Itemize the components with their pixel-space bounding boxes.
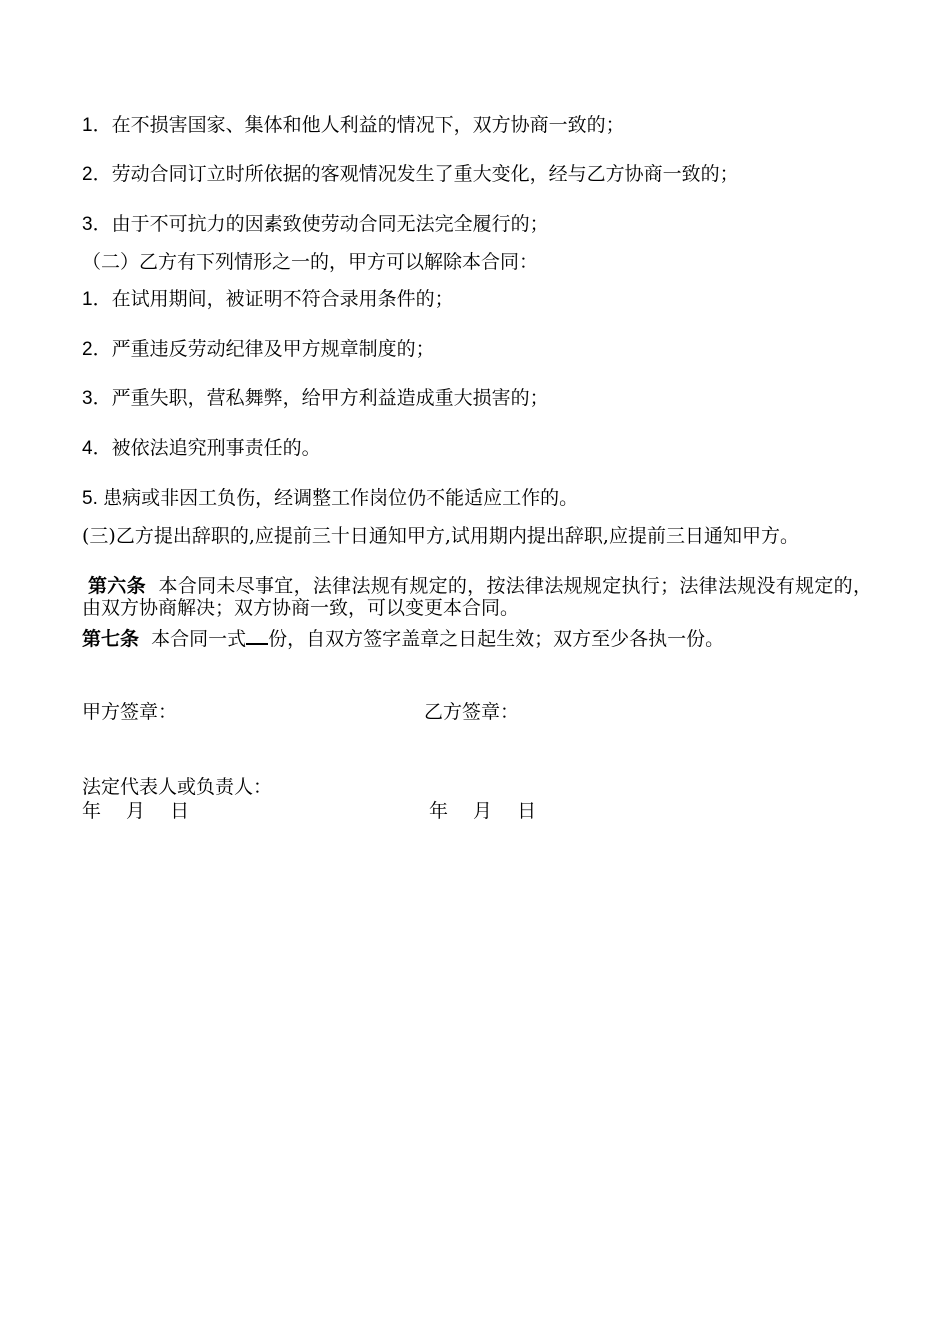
section-2-heading: （二）乙方有下列情形之一的，甲方可以解除本合同： bbox=[82, 251, 539, 273]
clause-2-4 bbox=[82, 437, 321, 460]
clause-number: 2． bbox=[82, 164, 112, 185]
clause-2-1 bbox=[82, 288, 454, 311]
legal-rep-label: 法定代表人或负责人： bbox=[82, 776, 273, 798]
clause-text: 由于不可抗力的因素致使劳动合同无法完全履行的； bbox=[111, 213, 549, 235]
clause-text: 患病或非因工负伤，经调整工作岗位仍不能适应工作的。 bbox=[103, 487, 579, 509]
article-6-text: 本合同未尽事宜，法律法规有规定的，按法律法规规定执行；法律法规没有规定的，由双方协商解决；双方协商一致，可以变更本合同。 bbox=[82, 575, 872, 619]
article-6-label: 第六条 bbox=[88, 575, 146, 597]
clause-1-1 bbox=[82, 114, 625, 137]
party-a-date: 年 月 日 bbox=[82, 800, 190, 822]
clause-text: 被依法追究刑事责任的。 bbox=[111, 437, 321, 459]
party-a-signature-label: 甲方签章： bbox=[82, 701, 178, 723]
clause-2-3 bbox=[82, 387, 549, 410]
article-7-text-after: 份，自双方签字盖章之日起生效；双方至少各执一份。 bbox=[268, 628, 725, 650]
clause-number: 4． bbox=[82, 438, 112, 459]
article-7-label: 第七条 bbox=[82, 628, 140, 650]
party-b-date: 年 月 日 bbox=[429, 800, 537, 822]
clause-text: 严重失职，营私舞弊，给甲方利益造成重大损害的； bbox=[111, 387, 549, 409]
clause-number: 2． bbox=[82, 339, 112, 360]
clause-text: 劳动合同订立时所依据的客观情况发生了重大变化，经与乙方协商一致的； bbox=[111, 163, 739, 185]
clause-number: 5. bbox=[82, 488, 104, 509]
clause-number: 3． bbox=[82, 214, 112, 235]
clause-2-2 bbox=[82, 338, 435, 361]
copies-blank bbox=[246, 625, 268, 645]
article-6 bbox=[82, 575, 872, 619]
clause-text: 在不损害国家、集体和他人利益的情况下，双方协商一致的； bbox=[111, 114, 625, 136]
section-3-paragraph: (三)乙方提出辞职的,应提前三十日通知甲方,试用期内提出辞职,应提前三日通知甲方。 bbox=[82, 525, 799, 547]
clause-text: 在试用期间，被证明不符合录用条件的； bbox=[111, 288, 454, 310]
clause-1-3 bbox=[82, 213, 549, 236]
clause-1-2 bbox=[82, 163, 739, 186]
party-b-signature-label: 乙方签章： bbox=[424, 701, 520, 723]
clause-text: 严重违反劳动纪律及甲方规章制度的； bbox=[111, 338, 435, 360]
clause-number: 3． bbox=[82, 388, 112, 409]
article-7 bbox=[82, 625, 724, 650]
clause-number: 1． bbox=[82, 115, 112, 136]
clause-number: 1． bbox=[82, 289, 112, 310]
clause-2-5 bbox=[82, 487, 578, 510]
article-7-text-before: 本合同一式 bbox=[151, 628, 247, 650]
